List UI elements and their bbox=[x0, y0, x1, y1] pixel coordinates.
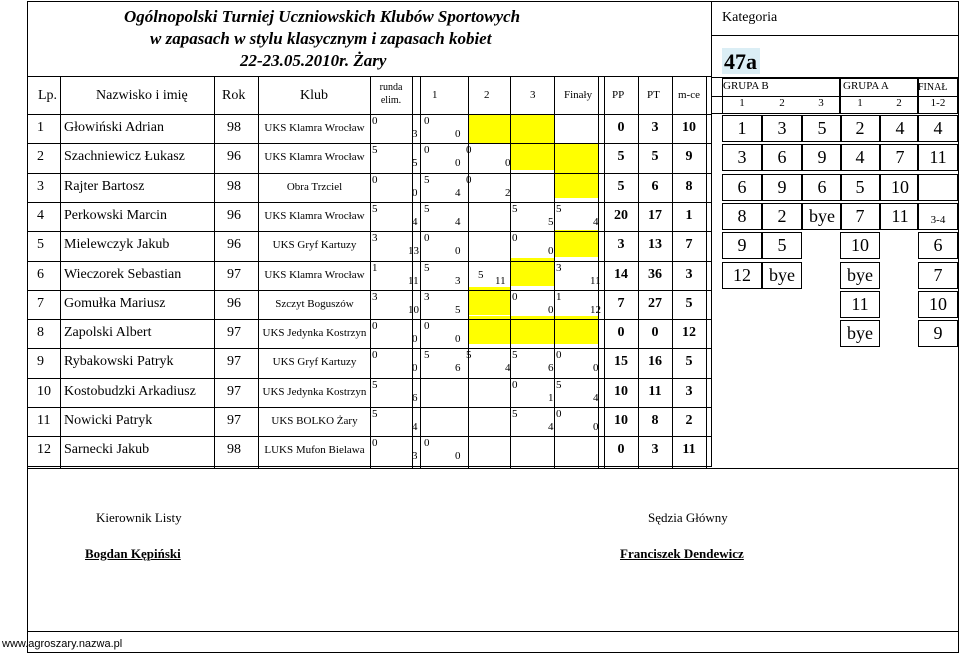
round-score: 0 bbox=[455, 128, 461, 140]
row-year: 97 bbox=[227, 266, 241, 282]
round-score: 1 bbox=[556, 290, 562, 303]
group-b-cell: bye bbox=[809, 205, 835, 226]
group-b-header bbox=[722, 78, 840, 114]
group-b-box bbox=[802, 144, 842, 171]
group-a-box bbox=[880, 203, 918, 230]
h-line bbox=[711, 35, 959, 36]
row-pt: 36 bbox=[648, 266, 662, 282]
round-score: 3 bbox=[372, 290, 378, 303]
col-separator bbox=[370, 77, 371, 468]
row-place: 3 bbox=[685, 383, 693, 399]
row-pp: 3 bbox=[617, 237, 625, 253]
round-score: 4 bbox=[412, 215, 418, 228]
round-score: 6 bbox=[548, 362, 554, 375]
group-b-box bbox=[722, 262, 762, 289]
group-a-box bbox=[880, 174, 918, 201]
round-score: 4 bbox=[593, 391, 599, 404]
group-b-cell: 6 bbox=[777, 147, 787, 168]
row-club: Obra Trzciel bbox=[286, 180, 343, 193]
group-a-box bbox=[840, 262, 880, 289]
row-club: UKS Gryf Kartuzy bbox=[272, 356, 357, 369]
round-score: 5 bbox=[424, 349, 430, 362]
round-score: 4 bbox=[455, 215, 461, 228]
round-score: 5 bbox=[372, 202, 378, 215]
round-score: 0 bbox=[455, 245, 461, 258]
final-cell: 11 bbox=[929, 147, 947, 168]
group-b-cell: 1 bbox=[737, 118, 747, 138]
final-box bbox=[918, 174, 958, 201]
group-b-box bbox=[762, 174, 802, 201]
row-name: Nowicki Patryk bbox=[64, 413, 153, 428]
round-score: 5 bbox=[412, 157, 418, 170]
row-pp: 15 bbox=[614, 354, 628, 370]
row-lp: 3 bbox=[37, 178, 44, 194]
group-b-cell: 12 bbox=[733, 264, 751, 285]
round-score: 0 bbox=[412, 362, 418, 375]
row-pp: 10 bbox=[614, 413, 628, 428]
group-a-box bbox=[840, 203, 880, 230]
round-score: 0 bbox=[593, 421, 599, 433]
round-score: 0 bbox=[424, 144, 430, 157]
row-lp: 5 bbox=[37, 237, 44, 253]
row-club: UKS Jedynka Kostrzyn bbox=[262, 327, 367, 340]
row-place: 2 bbox=[685, 413, 693, 428]
group-a-cell: 11 bbox=[891, 205, 909, 226]
round-score: 6 bbox=[455, 362, 461, 375]
row-name: Zapolski Albert bbox=[64, 325, 152, 341]
group-b-cell: 6 bbox=[817, 176, 827, 197]
final-box bbox=[918, 203, 958, 230]
round-score: 1 bbox=[548, 391, 554, 404]
group-b-label: GRUPA B bbox=[723, 80, 769, 92]
row-club: UKS Klamra Wrocław bbox=[264, 151, 365, 164]
row-pp: 5 bbox=[617, 178, 625, 194]
row-year: 98 bbox=[227, 442, 241, 458]
row-club: UKS Jedynka Kostrzyn bbox=[262, 385, 367, 398]
round-score: 5 bbox=[466, 349, 472, 362]
row-pp: 0 bbox=[617, 325, 625, 341]
round-score: 4 bbox=[548, 421, 554, 433]
col-name: Nazwisko i imię bbox=[96, 88, 188, 103]
group-a-label: GRUPA A bbox=[843, 80, 889, 92]
round-score: 0 bbox=[556, 408, 562, 420]
row-name: Wieczorek Sebastian bbox=[64, 266, 182, 282]
round-score: 3 bbox=[455, 274, 461, 287]
col-lp: Lp. bbox=[38, 88, 58, 103]
round-score: 5 bbox=[424, 202, 430, 215]
row-pp: 0 bbox=[617, 442, 625, 458]
col-rounds-1: runda bbox=[379, 82, 403, 93]
col-year: Rok bbox=[222, 88, 246, 103]
row-club: LUKS Mufon Bielawa bbox=[264, 444, 365, 457]
row-name: Sarnecki Jakub bbox=[64, 442, 150, 458]
round-score: 0 bbox=[372, 320, 378, 333]
row-club: UKS BOLKO Żary bbox=[271, 415, 358, 427]
round-score: 3 bbox=[424, 290, 430, 303]
row-club: UKS Klamra Wrocław bbox=[264, 122, 365, 134]
row-pp: 0 bbox=[617, 120, 625, 135]
row-pt: 3 bbox=[651, 442, 659, 458]
group-a-cell: 10 bbox=[851, 235, 869, 256]
col-separator bbox=[598, 77, 599, 468]
group-b-cell: 6 bbox=[737, 176, 747, 197]
round-score: 0 bbox=[455, 450, 461, 463]
title-line-1: Ogólnopolski Turniej Uczniowskich Klubów Sportowych bbox=[124, 7, 521, 26]
round-score: 4 bbox=[412, 421, 418, 433]
h-line bbox=[27, 468, 959, 469]
group-b-box bbox=[802, 115, 842, 142]
row-place: 10 bbox=[682, 120, 696, 135]
row-club: Szczyt Boguszów bbox=[275, 297, 354, 310]
round-score: 0 bbox=[412, 186, 418, 199]
round-score: 0 bbox=[505, 157, 511, 170]
round-score: 13 bbox=[408, 245, 419, 258]
col-separator bbox=[638, 77, 639, 468]
gb-num-2: 2 bbox=[779, 97, 785, 109]
round-score: 5 bbox=[512, 349, 518, 362]
group-b-box bbox=[722, 203, 762, 230]
round-score: 5 bbox=[455, 303, 461, 316]
round-score: 11 bbox=[590, 274, 601, 287]
col-separator bbox=[214, 77, 215, 468]
final-box bbox=[918, 291, 958, 318]
round-score: 0 bbox=[556, 349, 562, 362]
round-score: 0 bbox=[372, 437, 378, 450]
col-round-3: 3 bbox=[530, 89, 536, 101]
group-b-box bbox=[762, 115, 802, 142]
group-a-box bbox=[840, 174, 880, 201]
row-pt: 0 bbox=[651, 325, 659, 341]
final-box bbox=[918, 232, 958, 259]
footer-right-label: Sędzia Główny bbox=[648, 510, 728, 525]
group-a-cell: 5 bbox=[855, 176, 865, 197]
round-score: 0 bbox=[548, 303, 554, 316]
group-b-box bbox=[762, 232, 802, 259]
group-b-box bbox=[722, 232, 762, 259]
group-a-box bbox=[840, 144, 880, 171]
round-score: 3 bbox=[412, 450, 418, 463]
row-pt: 3 bbox=[651, 120, 659, 135]
group-a-box bbox=[880, 144, 918, 171]
group-a-cell: bye bbox=[847, 264, 873, 285]
group-a-box bbox=[880, 115, 918, 142]
row-year: 97 bbox=[227, 354, 241, 370]
row-year: 96 bbox=[227, 207, 241, 223]
row-lp: 6 bbox=[37, 266, 44, 282]
round-score: 2 bbox=[505, 186, 511, 199]
row-year: 98 bbox=[227, 120, 241, 135]
group-a-cell: 7 bbox=[855, 205, 865, 226]
group-a-cell: 4 bbox=[855, 147, 865, 168]
footer-website[interactable]: www.agroszary.nazwa.pl bbox=[2, 638, 123, 650]
col-separator bbox=[468, 77, 469, 468]
round-score: 4 bbox=[593, 215, 599, 228]
group-b-cell: 2 bbox=[777, 205, 787, 226]
group-b-box bbox=[722, 174, 762, 201]
row-name: Gomułka Mariusz bbox=[64, 295, 166, 311]
group-b-cell: 5 bbox=[817, 118, 827, 138]
round-score: 12 bbox=[590, 303, 601, 316]
group-b-cell: 9 bbox=[817, 147, 827, 168]
row-pp: 14 bbox=[614, 266, 628, 282]
final-header bbox=[918, 78, 958, 114]
h-line bbox=[27, 631, 959, 632]
round-score: 5 bbox=[556, 378, 562, 391]
round-score: 0 bbox=[424, 320, 430, 333]
row-place: 9 bbox=[685, 149, 693, 165]
row-lp: 9 bbox=[37, 354, 44, 370]
col-finals: Finały bbox=[564, 89, 593, 101]
row-place: 8 bbox=[685, 178, 693, 194]
row-year: 97 bbox=[227, 383, 241, 399]
group-b-cell: 5 bbox=[777, 235, 787, 256]
row-year: 96 bbox=[227, 295, 241, 311]
row-place: 5 bbox=[685, 295, 693, 311]
round-score: 0 bbox=[466, 173, 472, 186]
final-cell: 7 bbox=[933, 264, 943, 285]
row-place: 3 bbox=[685, 266, 693, 282]
round-score: 3 bbox=[412, 128, 418, 140]
col-round-2: 2 bbox=[484, 89, 490, 101]
round-score: 4 bbox=[455, 186, 461, 199]
col-club: Klub bbox=[300, 88, 328, 103]
round-score: 0 bbox=[412, 333, 418, 346]
col-separator bbox=[60, 77, 61, 468]
col-separator bbox=[510, 77, 511, 468]
row-name: Mielewczyk Jakub bbox=[64, 237, 170, 253]
col-pt: PT bbox=[647, 89, 660, 101]
col-separator bbox=[706, 77, 707, 468]
row-lp: 12 bbox=[37, 442, 51, 458]
final-cell: 4 bbox=[933, 118, 943, 138]
round-score: 5 bbox=[372, 378, 378, 391]
row-name: Szachniewicz Łukasz bbox=[64, 149, 185, 165]
row-place: 7 bbox=[685, 237, 693, 253]
row-place: 5 bbox=[685, 354, 693, 370]
round-score: 5 bbox=[478, 268, 484, 281]
row-pt: 5 bbox=[651, 149, 659, 165]
round-score: 5 bbox=[372, 408, 378, 420]
row-lp: 2 bbox=[37, 149, 44, 165]
group-a-box bbox=[840, 320, 880, 347]
group-a-cell: bye bbox=[847, 323, 873, 344]
row-place: 1 bbox=[685, 207, 693, 223]
group-a-cell: 2 bbox=[855, 118, 865, 138]
final-box bbox=[918, 115, 958, 142]
row-pt: 6 bbox=[651, 178, 659, 194]
round-score: 0 bbox=[372, 349, 378, 362]
final-box bbox=[918, 262, 958, 289]
date-place: 22-23.05.2010r. Żary bbox=[240, 51, 387, 70]
round-score: 0 bbox=[372, 173, 378, 186]
group-a-cell: 4 bbox=[895, 118, 905, 138]
final-box bbox=[918, 320, 958, 347]
round-score: 1 bbox=[372, 261, 378, 274]
row-name: Perkowski Marcin bbox=[64, 207, 168, 223]
row-place: 12 bbox=[682, 325, 696, 341]
round-score: 0 bbox=[466, 144, 472, 157]
row-name: Głowiński Adrian bbox=[64, 120, 164, 135]
round-score: 0 bbox=[512, 232, 518, 245]
title-line-2: w zapasach w stylu klasycznym i zapasach kobiet bbox=[150, 29, 492, 48]
group-b-box bbox=[802, 174, 842, 201]
row-club: UKS Klamra Wrocław bbox=[264, 268, 365, 281]
round-score: 4 bbox=[505, 362, 511, 375]
group-b-cell: 3 bbox=[777, 118, 787, 138]
col-place: m-ce bbox=[678, 89, 700, 101]
col-pp: PP bbox=[612, 89, 625, 101]
row-lp: 8 bbox=[37, 325, 44, 341]
round-score: 0 bbox=[455, 157, 461, 170]
row-lp: 1 bbox=[37, 120, 44, 135]
row-club: UKS Gryf Kartuzy bbox=[272, 239, 357, 252]
row-pp: 7 bbox=[617, 295, 625, 311]
final-cell: 6 bbox=[933, 235, 943, 256]
row-lp: 7 bbox=[37, 295, 44, 311]
round-score: 11 bbox=[408, 274, 419, 287]
row-pt: 17 bbox=[648, 207, 662, 223]
row-pp: 5 bbox=[617, 149, 625, 165]
category-label: Kategoria bbox=[722, 10, 778, 25]
group-b-cell: 8 bbox=[737, 205, 747, 226]
group-a-header bbox=[840, 78, 918, 114]
round-score: 5 bbox=[512, 202, 518, 215]
ga-num-2: 2 bbox=[896, 97, 902, 109]
col-round-1: 1 bbox=[432, 89, 438, 101]
round-score: 0 bbox=[593, 362, 599, 375]
gb-num-1: 1 bbox=[739, 97, 745, 109]
round-score: 5 bbox=[512, 408, 518, 420]
row-pt: 13 bbox=[648, 237, 662, 253]
group-a-cell: 7 bbox=[895, 147, 905, 168]
group-b-box bbox=[802, 203, 842, 230]
row-place: 11 bbox=[682, 442, 696, 458]
col-separator bbox=[258, 77, 259, 468]
final-num: 1-2 bbox=[930, 97, 946, 109]
round-score: 3 bbox=[556, 261, 562, 274]
row-year: 97 bbox=[227, 325, 241, 341]
group-b-cell: 3 bbox=[737, 147, 747, 168]
group-b-box bbox=[722, 144, 762, 171]
col-separator bbox=[604, 77, 605, 468]
row-club: UKS Klamra Wrocław bbox=[264, 209, 365, 222]
round-score: 0 bbox=[548, 245, 554, 258]
round-score: 0 bbox=[455, 333, 461, 346]
row-year: 98 bbox=[227, 178, 241, 194]
round-score: 0 bbox=[512, 290, 518, 303]
category-value: 47a bbox=[724, 49, 757, 74]
col-rounds-2: elim. bbox=[380, 95, 402, 106]
row-name: Kostobudzki Arkadiusz bbox=[64, 383, 196, 399]
row-pp: 20 bbox=[614, 207, 628, 223]
row-pt: 11 bbox=[648, 383, 662, 399]
group-b-box bbox=[762, 144, 802, 171]
footer-left-label: Kierownik Listy bbox=[96, 510, 182, 525]
round-score: 0 bbox=[424, 437, 430, 450]
col-separator bbox=[412, 77, 413, 468]
v-line bbox=[711, 1, 712, 467]
group-b-cell: 9 bbox=[737, 235, 747, 256]
group-b-cell: 9 bbox=[777, 176, 787, 197]
ga-num-1: 1 bbox=[857, 97, 863, 109]
round-score: 6 bbox=[412, 391, 418, 404]
group-a-box bbox=[840, 291, 880, 318]
col-separator bbox=[672, 77, 673, 468]
row-lp: 4 bbox=[37, 207, 44, 223]
group-a-cell: 10 bbox=[891, 176, 909, 197]
group-a-cell: 11 bbox=[851, 293, 869, 314]
row-pt: 27 bbox=[648, 295, 662, 311]
row-year: 96 bbox=[227, 149, 241, 165]
gb-num-3: 3 bbox=[818, 97, 824, 109]
group-b-box bbox=[762, 262, 802, 289]
round-score: 5 bbox=[556, 202, 562, 215]
round-score: 0 bbox=[424, 232, 430, 245]
round-score: 0 bbox=[512, 378, 518, 391]
round-score: 5 bbox=[424, 173, 430, 186]
round-score: 10 bbox=[408, 303, 419, 316]
round-score: 5 bbox=[548, 215, 554, 228]
round-score: 5 bbox=[424, 261, 430, 274]
round-score: 5 bbox=[372, 144, 378, 157]
row-pt: 8 bbox=[651, 413, 659, 428]
group-b-box bbox=[722, 115, 762, 142]
row-pt: 16 bbox=[648, 354, 662, 370]
col-separator bbox=[554, 77, 555, 468]
final-cell: 10 bbox=[929, 293, 947, 314]
final-cell: 9 bbox=[933, 323, 943, 344]
round-score: 11 bbox=[495, 274, 506, 287]
row-lp: 11 bbox=[37, 413, 51, 428]
row-year: 97 bbox=[227, 413, 241, 428]
final-cell: 3-4 bbox=[930, 213, 946, 226]
row-name: Rajter Bartosz bbox=[64, 178, 145, 194]
round-score: 3 bbox=[372, 232, 378, 245]
row-pp: 10 bbox=[614, 383, 628, 399]
round-score: 0 bbox=[372, 115, 378, 127]
col-separator bbox=[420, 77, 421, 468]
round-score: 0 bbox=[424, 115, 430, 127]
row-lp: 10 bbox=[37, 383, 51, 399]
row-name: Rybakowski Patryk bbox=[64, 354, 174, 370]
footer-right-name: Franciszek Dendewicz bbox=[620, 546, 744, 561]
footer-left-name: Bogdan Kępiński bbox=[85, 546, 181, 561]
group-a-box bbox=[840, 115, 880, 142]
final-box bbox=[918, 144, 958, 171]
final-label: FINAŁ bbox=[918, 82, 948, 93]
group-a-box bbox=[840, 232, 880, 259]
group-b-box bbox=[762, 203, 802, 230]
row-year: 96 bbox=[227, 237, 241, 253]
group-b-cell: bye bbox=[769, 264, 795, 285]
